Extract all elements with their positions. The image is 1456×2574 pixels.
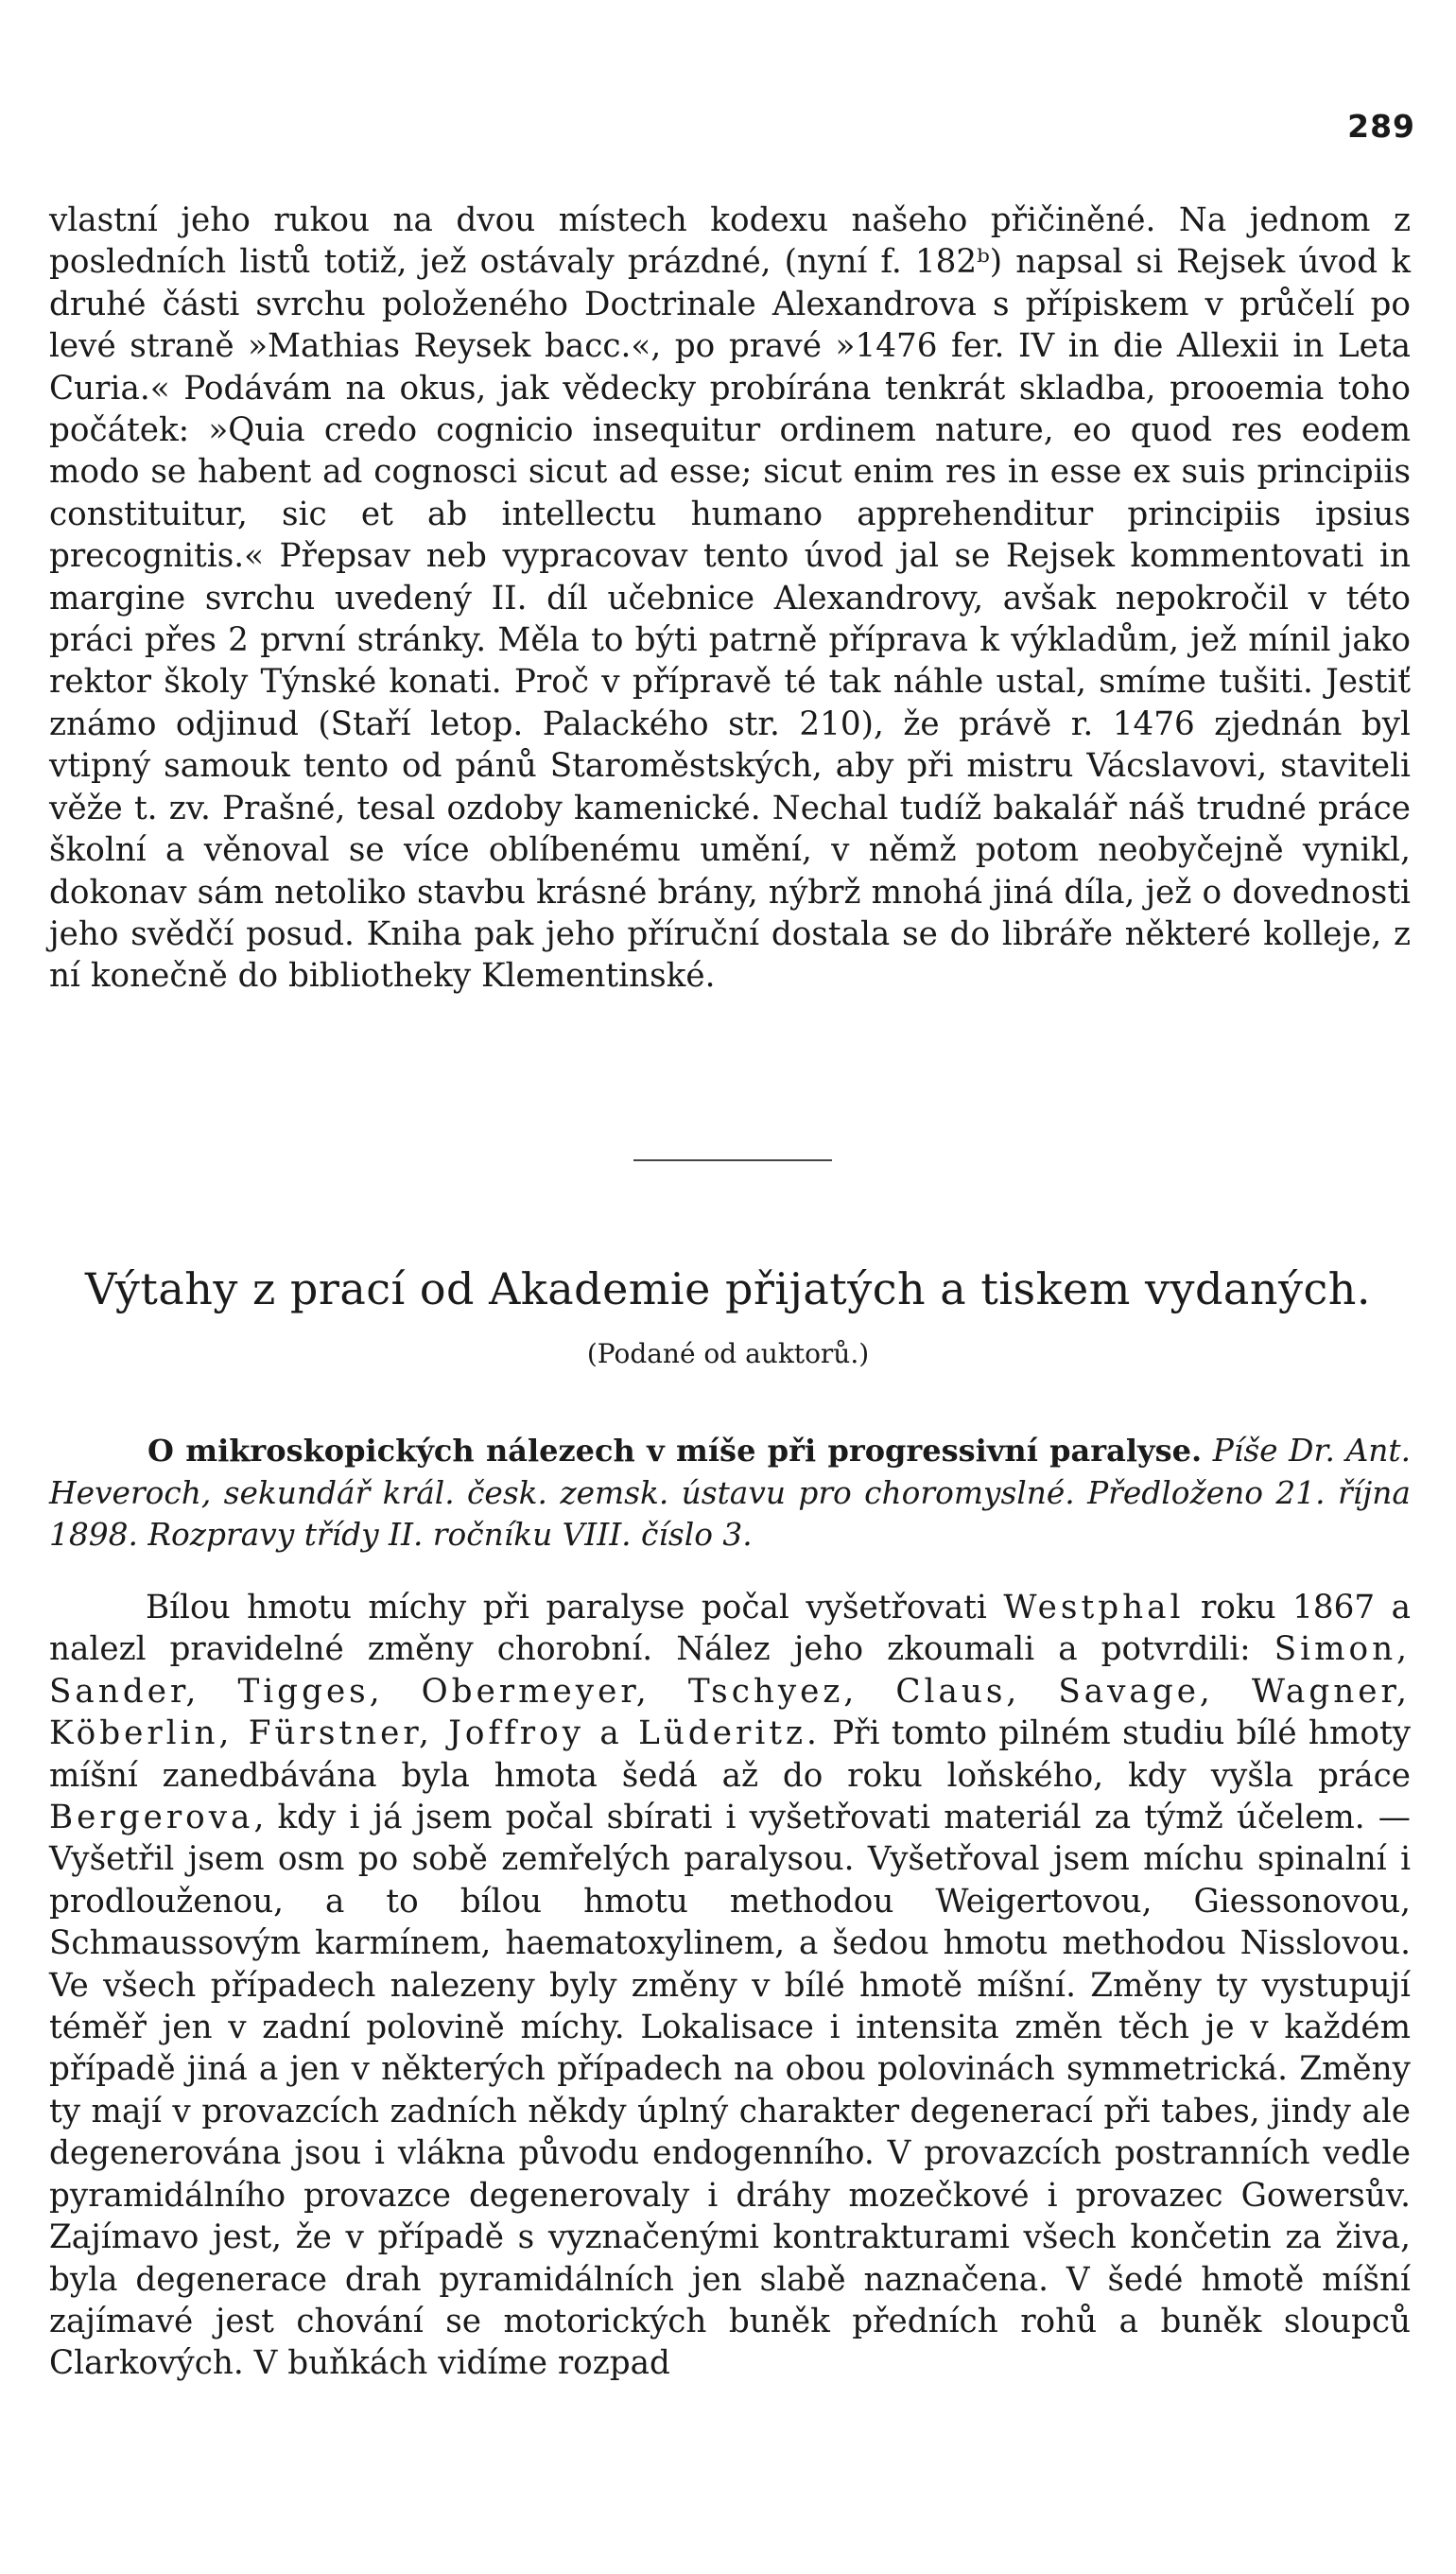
article-heading <box>49 1430 1411 1557</box>
intro-paragraph: vlastní jeho rukou na dvou místech kodexu našeho přičiněné. Na jednom z posledních listů totiž, jež ostávaly prázdné, (nyní f. 182ᵇ) napsal si Rejsek úvod k druhé části svrchu položeného Doctrinale Alexandrova s přípiskem v průčelí po levé straně »Mathias Reysek bacc.«, po pravé »1476 fer. IV in die Allexii in Leta Curia.« Podávám na okus, jak vědecky probírána tenkrát skladba, prooemia toho počátek: »Quia credo cognicio insequitur ordinem nature, eo quod res eodem modo se habent ad cognosci sicut ad esse; sicut enim res in esse ex suis principiis constituitur, sic et ab intellectu humano apprehenditur principiis ipsius precognitis.« Přepsav neb vypracovav tento úvod jal se Rejsek kommentovati in margine svrchu uvedený II. díl učebnice Alexandrovy, avšak nepokročil v této práci přes 2 první stránky. Měla to býti patrně příprava k výkladům, jež mínil jako rektor školy Týnské konati. Proč v přípravě té tak náhle ustal, smíme tušiti. Jestiť známo odjinud (Staří letop. Palackého str. 210), že právě r. 1476 zjednán byl vtipný samouk tento od pánů Staroměstských, aby při mistru Vácslavovi, staviteli věže t. zv. Prašné, tesal ozdoby kamenické. Nechal tudíž bakalář náš trudné práce školní a věnoval se více oblíbenému umění, v němž potom neobyčejně vynikl, dokonav sám netoliko stavbu krásné brány, nýbrž mnohá jiná díla, jež o dovednosti jeho svědčí posud. Kniha pak jeho příruční dostala se do libráře některé kolleje, z ní konečně do bibliotheky Klementinské. <box>49 201 1411 996</box>
article-byline: Píše Dr. Ant. Heveroch, sekundář král. česk. zemsk. ústavu pro choromyslné. Předloženo 21. října 1898. Rozpravy třídy II. ročníku VIII. číslo 3. <box>49 1433 1411 1553</box>
author-list: Simon, Sander, Tigges, Obermeyer, Tschyez, Claus, Savage, Wagner, Köberlin, Fürstner, Joffroy a Lüderitz. <box>49 1630 1411 1753</box>
article-title: O mikroskopických nálezech v míše při progressivní paralyse. <box>147 1433 1203 1469</box>
author-berger: Bergerova <box>49 1799 254 1837</box>
author-westphal: Westphal <box>1003 1589 1185 1626</box>
body-text-1: Bílou hmotu míchy při paralyse počal vyšetřovati <box>146 1589 987 1626</box>
article-body <box>49 1587 1411 2385</box>
body-text-3: Při tomto pilném studiu bílé hmoty míšní zanedbávána byla hmota šedá až do roku loňského, kdy vyšla práce <box>49 1714 1412 1795</box>
section-subtitle: (Podané od auktorů.) <box>586 1338 870 1369</box>
page-number: 289 <box>1347 108 1415 145</box>
body-text-2: roku 1867 a nalezl pravidelné změny chorobní. Nález jeho zkoumali a potvrdili: <box>49 1589 1412 1669</box>
body-text-4: , kdy i já jsem počal sbírati i vyšetřovati materiál za týmž účelem. — Vyšetřil jsem osm po sobě zemřelých paralysou. Vyšetřoval jsem míchu spinalní i prodlouženou, a to bílou hmotu methodou Weigertovou, Giessonovou, Schmaussovým karmínem, haematoxylinem, a šedou hmotu methodou Nisslovou. Ve všech případech nalezeny byly změny v bílé hmotě míšní. Změny ty vystupují téměř jen v zadní polovině míchy. Lokalisace i intensita změn těch je v každém případě jiná a jen v některých případech na obou polovinách symmetrická. Změny ty mají v provazcích zadních někdy úplný charakter degenerací při tabes, jindy ale degenerována jsou i vlákna původu endogenního. V provazcích postranních vedle pyramidálního provazce degenerovaly i dráhy mozečkové i provazec Gowersův. Zajímavo jest, že v případě s vyznačenými kontrakturami všech končetin za živa, byla degenerace drah pyramidálních jen slabě naznačena. V šedé hmotě míšní zajímavé jest chování se motorických buněk předních rohů a buněk sloupců Clarkových. V buňkách vidíme rozpad <box>49 1799 1411 2383</box>
section-divider <box>633 1159 832 1161</box>
section-title: Výtahy z prací od Akademie přijatých a tiskem vydaných. <box>85 1263 1371 1314</box>
